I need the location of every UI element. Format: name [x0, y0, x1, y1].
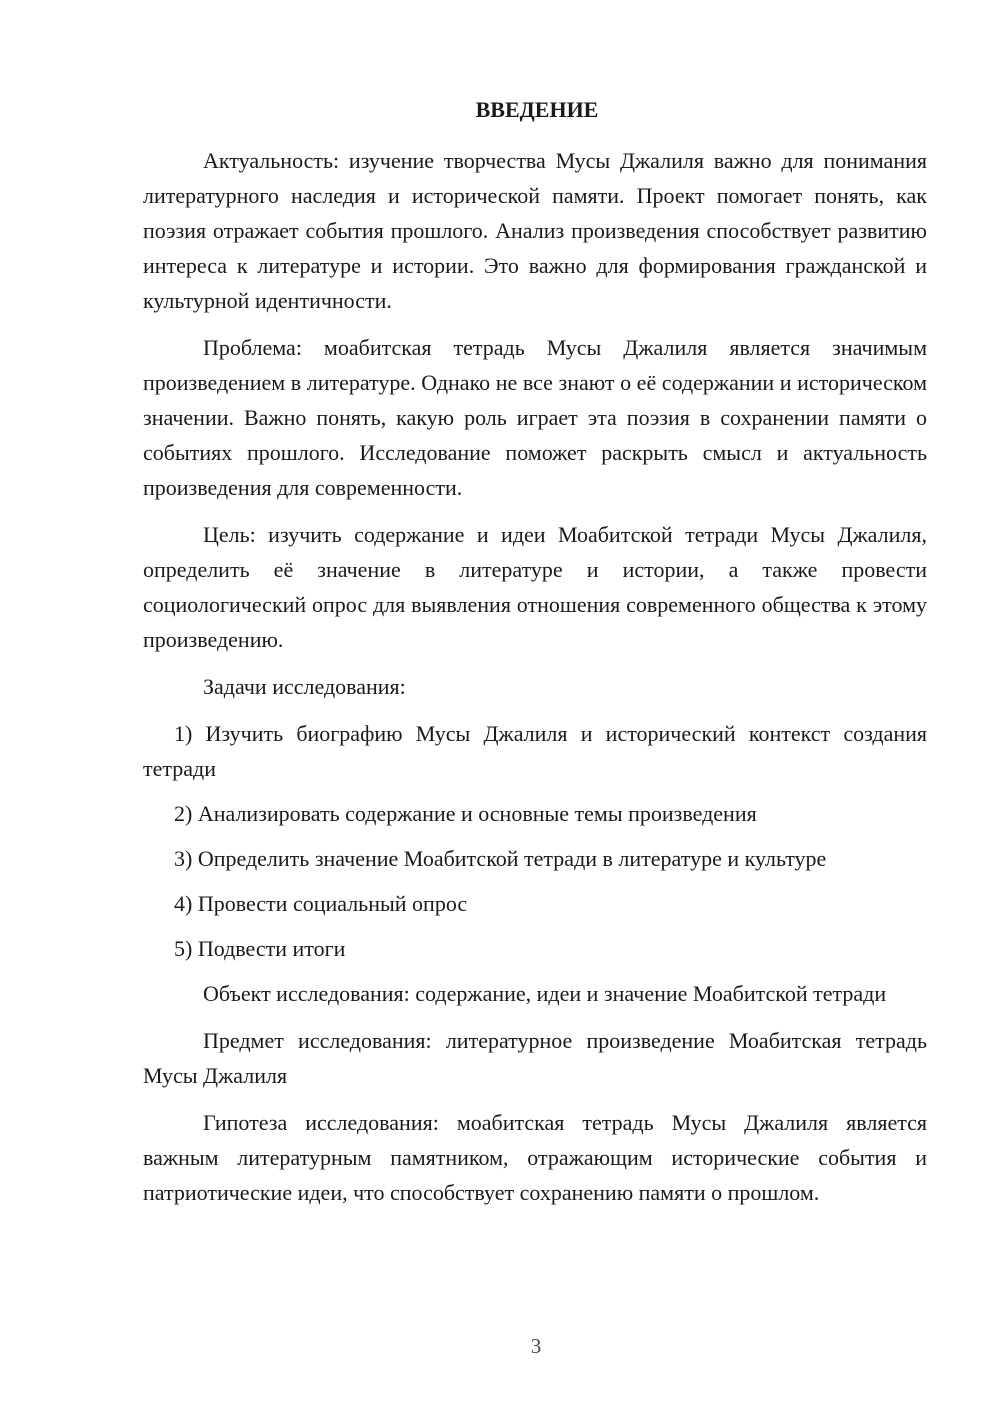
- subject-paragraph: Предмет исследования: литературное произведение Моабитская тетрадь Мусы Джалиля: [143, 1028, 927, 1088]
- tasks-heading: Задачи исследования:: [203, 674, 406, 699]
- hypothesis-paragraph: Гипотеза исследования: моабитская тетрадь Мусы Джалиля является важным литературным памятником, отражающим исторические события и патриотические идеи, что способствует сохранению памяти о прошлом.: [143, 1110, 927, 1205]
- document-page: [143, 95, 927, 1222]
- list-item: 1) Изучить биографию Мусы Джалиля и исторический контекст создания тетради: [143, 721, 927, 781]
- relevance-paragraph: Актуальность: изучение творчества Мусы Джалиля важно для понимания литературного наследия и исторической памяти. Проект помогает понять, как поэзия отражает события прошлого. Анализ произведения способствует развитию интереса к литературе и истории. Это важно для формирования гражданской и культурной идентичности.: [143, 148, 927, 313]
- list-item: 3) Определить значение Моабитской тетради в литературе и культуре: [174, 846, 827, 871]
- section-title: ВВЕДЕНИЕ: [475, 97, 599, 122]
- tasks-list: [143, 716, 927, 966]
- problem-paragraph: Проблема: моабитская тетрадь Мусы Джалиля является значимым произведением в литературе. Однако не все знают о её содержании и историческом значении. Важно понять, какую роль играет эта поэзия в сохранении памяти о событиях прошлого. Исследование поможет раскрыть смысл и актуальность произведения для современности.: [143, 335, 927, 500]
- list-item: 2) Анализировать содержание и основные темы произведения: [174, 801, 757, 826]
- list-item: 5) Подвести итоги: [174, 936, 346, 961]
- object-paragraph: Объект исследования: содержание, идеи и значение Моабитской тетради: [203, 981, 887, 1006]
- page-number: 3: [530, 1334, 542, 1358]
- goal-paragraph: Цель: изучить содержание и идеи Моабитской тетради Мусы Джалиля, определить её значение в литературе и истории, а также провести социологический опрос для выявления отношения современного общества к этому произведению.: [143, 522, 927, 652]
- list-item: 4) Провести социальный опрос: [174, 891, 468, 916]
